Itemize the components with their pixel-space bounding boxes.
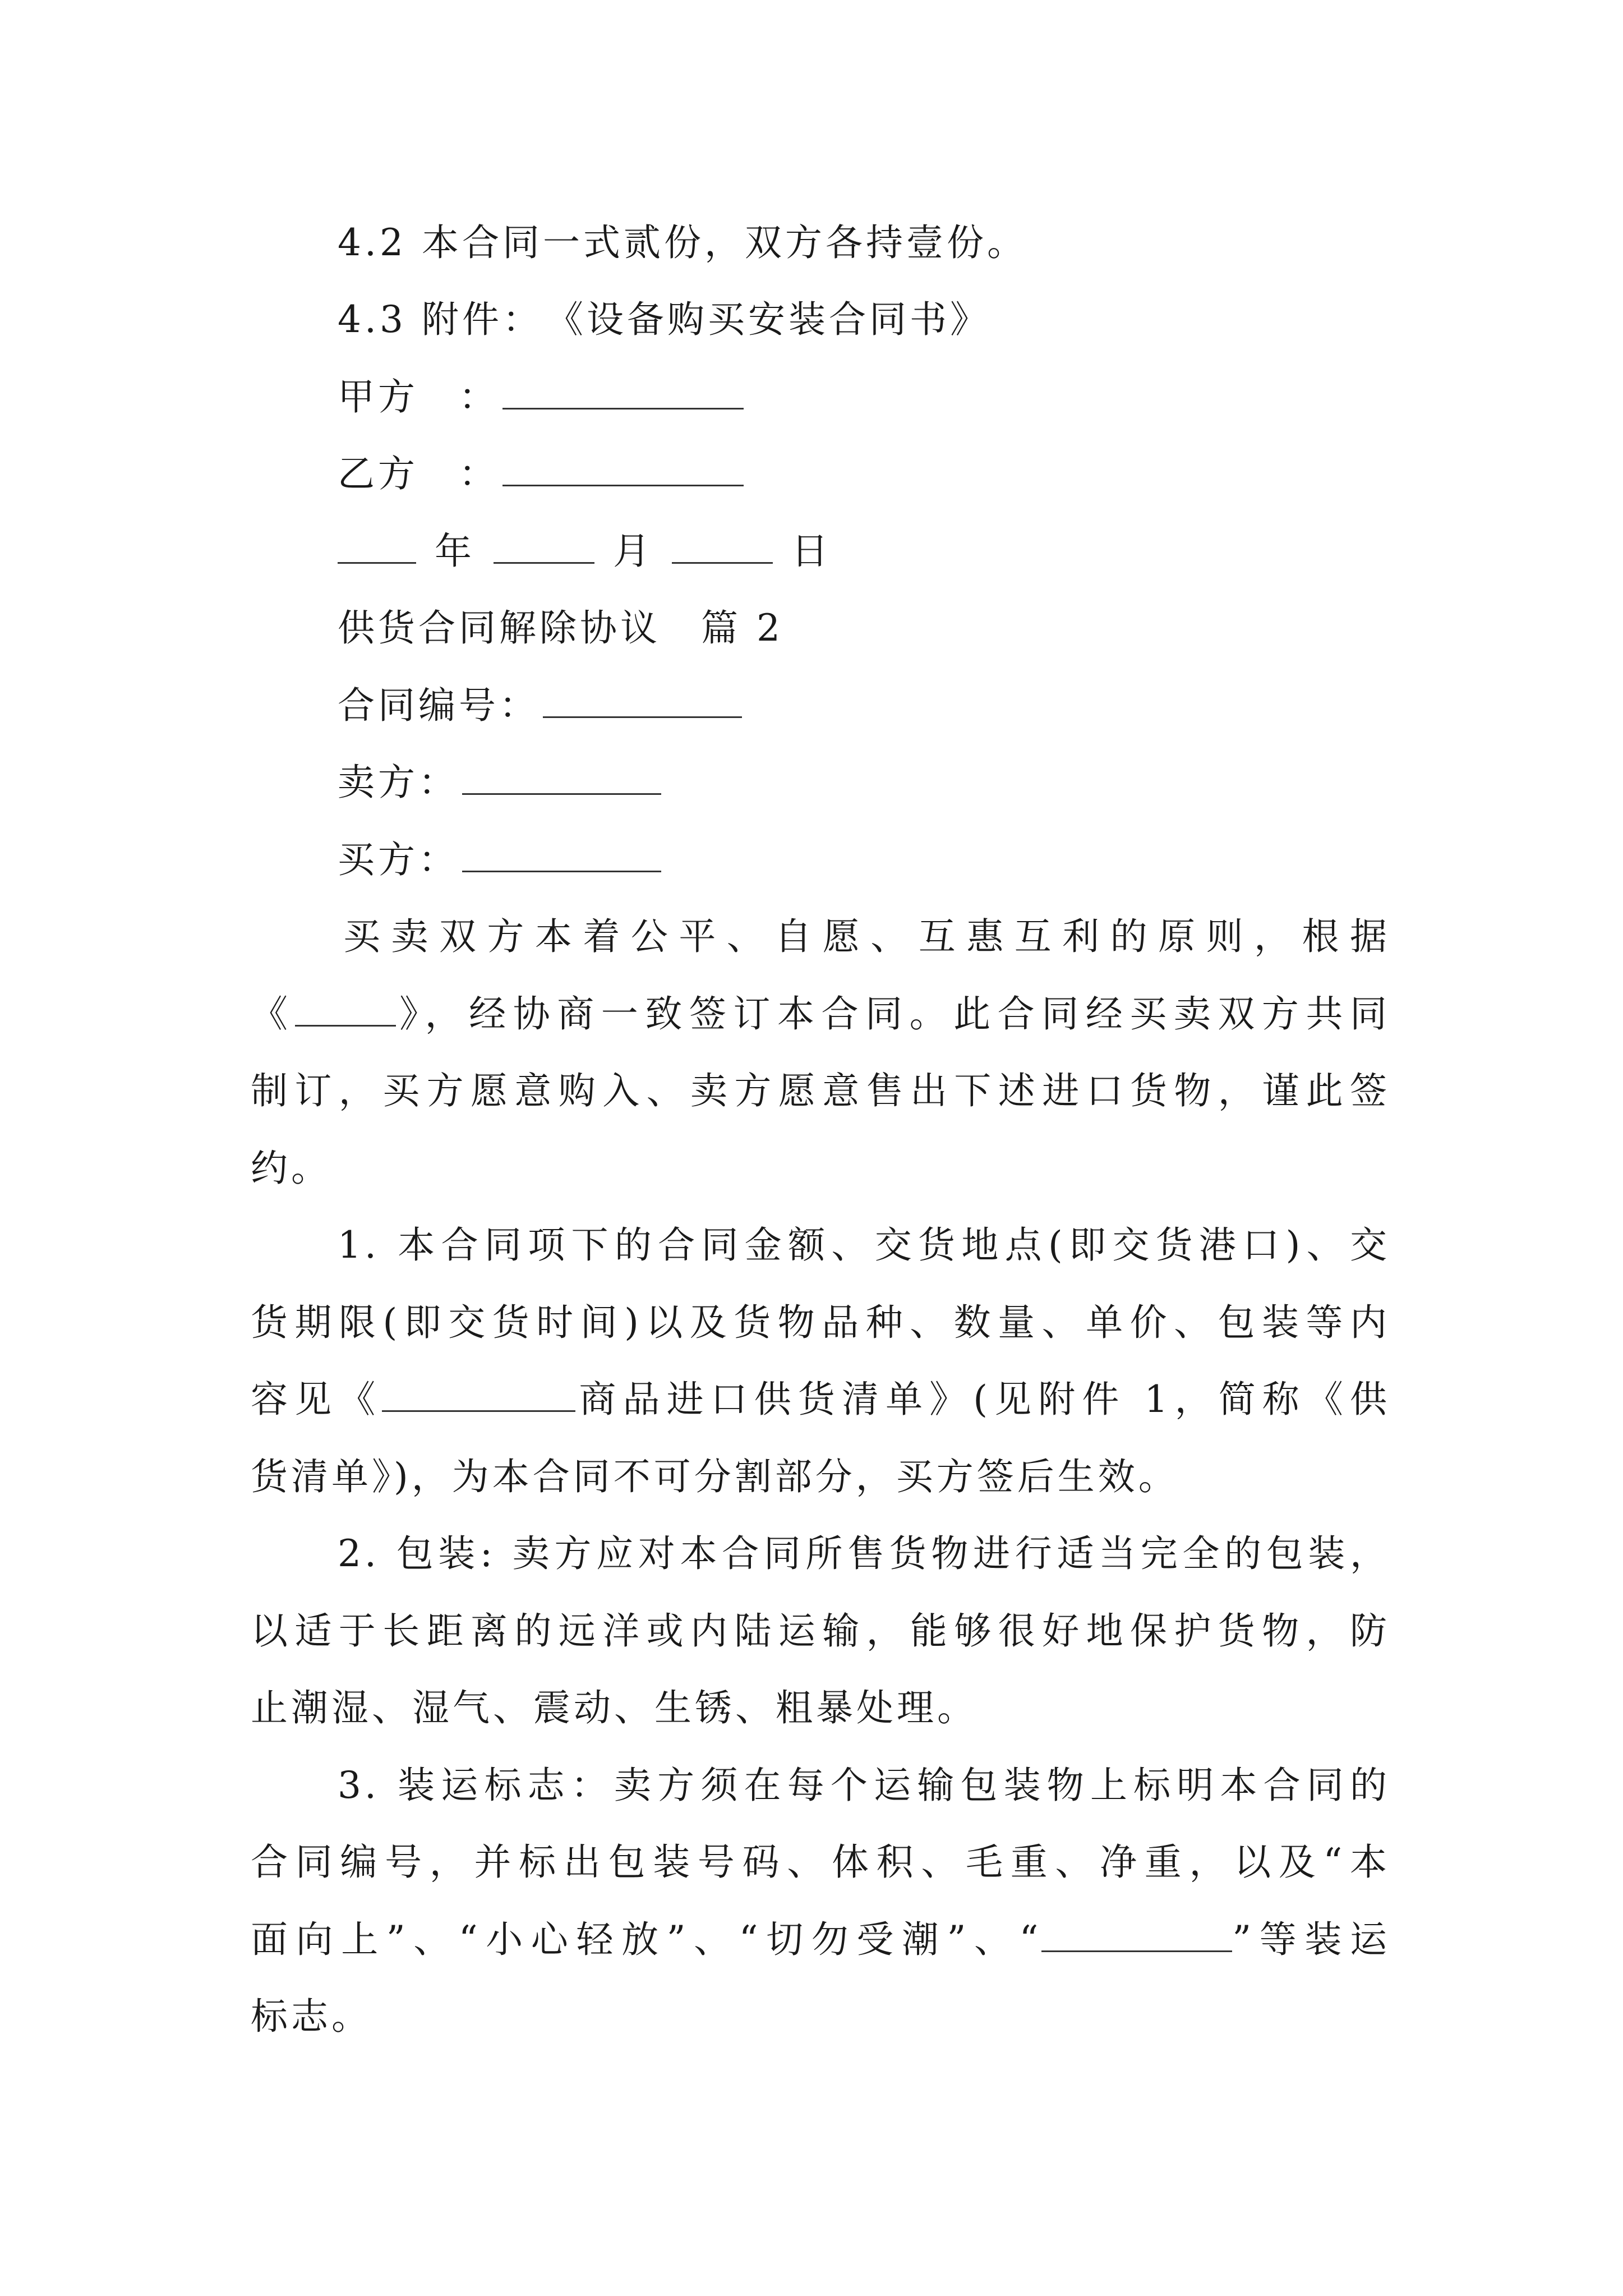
clause-3-line-1: 3. 装运标志：卖方须在每个运输包装物上标明本合同的	[338, 1764, 1390, 1807]
seller-blank	[462, 764, 661, 795]
clause-1-line-3	[251, 1378, 1390, 1421]
para-preamble-line-1: 买卖双方本着公平、自愿、互惠互利的原则，根据	[343, 915, 1390, 958]
party-a-label: 甲方 ：	[338, 375, 499, 418]
seller-line	[338, 761, 665, 804]
goods-blank	[382, 1381, 575, 1412]
contract-number-label: 合同编号：	[338, 684, 540, 727]
party-a-line	[338, 375, 747, 418]
clause-1-text-b: 商品进口供货清单》(见附件 1，简称《供	[575, 1378, 1390, 1421]
clause-1-text-a: 容见《	[251, 1378, 382, 1421]
clause-1-line-4: 货清单》)，为本合同不可分割部分，买方签后生效。	[251, 1455, 1179, 1498]
clause-3-line-2: 合同编号，并标出包装号码、体积、毛重、净重，以及“本	[251, 1841, 1390, 1884]
clause-3-line-3	[251, 1918, 1390, 1961]
preamble-text: 》，经协商一致签订本合同。此合同经买卖双方共同	[395, 992, 1391, 1036]
mark-blank	[1041, 1921, 1232, 1952]
contract-number-blank	[543, 687, 742, 718]
day-blank	[672, 533, 773, 564]
clause-2-line-2: 以适于长距离的远洋或内陆运输，能够很好地保护货物，防	[251, 1609, 1390, 1653]
party-b-blank	[502, 455, 744, 486]
clause-2-line-1: 2. 包装: 卖方应对本合同所售货物进行适当完全的包装，	[338, 1532, 1390, 1575]
party-b-line	[338, 452, 747, 495]
date-line	[338, 530, 832, 573]
clause-3-line-4: 标志。	[251, 1995, 372, 2038]
day-label: 日	[791, 530, 832, 573]
buyer-blank	[462, 841, 661, 872]
clause-1-line-2: 货期限(即交货时间)以及货物品种、数量、单价、包装等内	[251, 1301, 1390, 1344]
buyer-label: 买方：	[338, 838, 459, 881]
year-label: 年	[434, 530, 475, 573]
clause-3-text-a: 面向上”、“小心轻放”、“切勿受潮”、“	[251, 1918, 1042, 1961]
para-preamble-line-4: 约。	[251, 1147, 331, 1190]
clause-4-2: 4.2 本合同一式贰份，双方各持壹份。	[338, 221, 1027, 264]
party-a-blank	[502, 379, 744, 409]
clause-4-3: 4.3 附件： 《设备购买安装合同书》	[338, 298, 990, 341]
clause-2-line-3: 止潮湿、湿气、震动、生锈、粗暴处理。	[251, 1686, 978, 1729]
contract-number-line	[338, 684, 745, 727]
buyer-line	[338, 838, 665, 881]
para-preamble-line-3: 制订，买方愿意购入、卖方愿意售出下述进口货物，谨此签	[251, 1069, 1390, 1112]
year-blank	[338, 533, 416, 564]
section-title: 供货合同解除协议 篇 2	[338, 606, 783, 650]
clause-1-line-1: 1. 本合同项下的合同金额、交货地点(即交货港口)、交	[338, 1223, 1390, 1267]
month-blank	[494, 533, 594, 564]
clause-3-text-b: ”等装运	[1232, 1918, 1390, 1961]
seller-label: 卖方：	[338, 761, 459, 804]
month-label: 月	[612, 530, 653, 573]
para-preamble-line-2	[251, 992, 1391, 1036]
bracket-open: 《	[251, 992, 295, 1036]
law-blank	[295, 996, 396, 1027]
party-b-label: 乙方 ：	[338, 452, 499, 495]
